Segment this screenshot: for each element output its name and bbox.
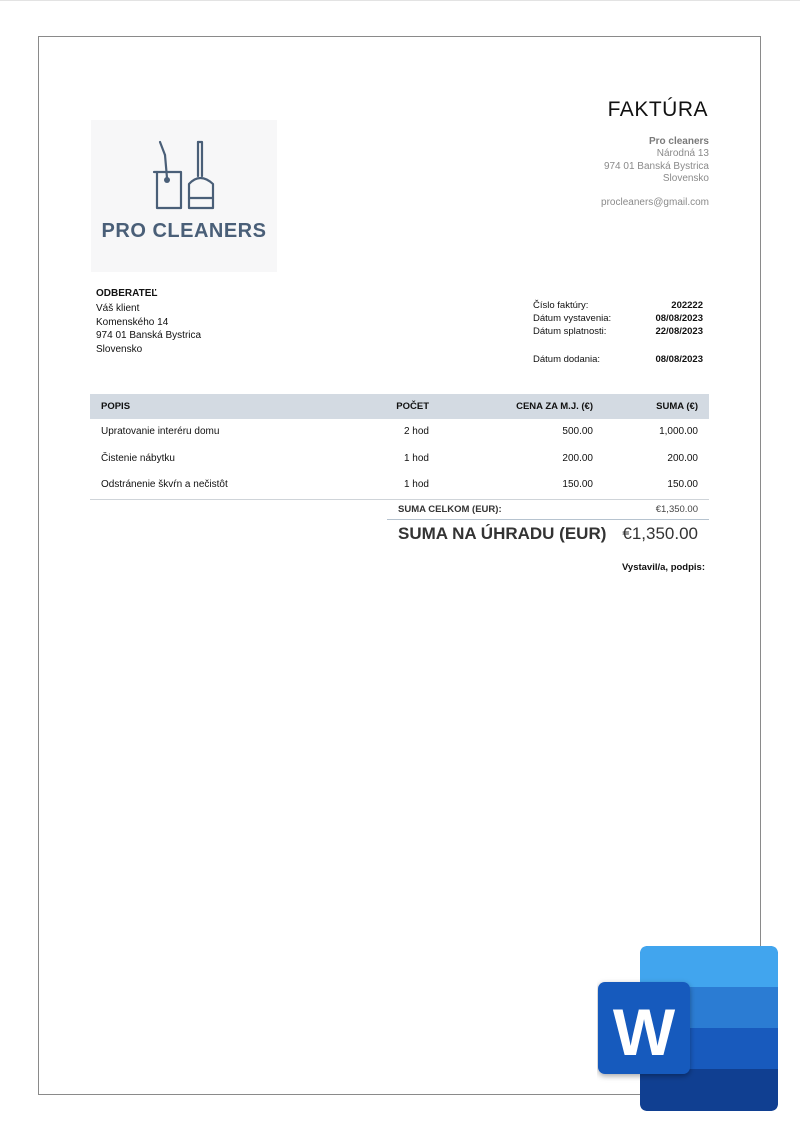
invoice-number-value: 202222 xyxy=(671,300,703,311)
due-date-value: 22/08/2023 xyxy=(655,326,703,338)
buyer-name: Váš klient xyxy=(96,303,140,315)
row-unit-price: 150.00 xyxy=(562,479,593,490)
buyer-street: Komenského 14 xyxy=(96,316,169,328)
amount-due-label: SUMA NA ÚHRADU (EUR) xyxy=(398,524,607,543)
row-quantity: 1 hod xyxy=(403,452,429,464)
invoice-number-row xyxy=(533,300,703,313)
header-quantity: POČET xyxy=(396,401,429,412)
invoice-number-label: Číslo faktúry: xyxy=(533,300,589,311)
table-header xyxy=(90,394,709,419)
row-unit-price: 200.00 xyxy=(562,452,593,464)
supplier-name: Pro cleaners xyxy=(648,136,709,147)
items-table xyxy=(90,394,709,500)
supplier-block xyxy=(601,136,709,209)
subtotal-value: €1,350.00 xyxy=(655,504,698,515)
subtotal-label: SUMA CELKOM (EUR): xyxy=(398,504,502,515)
header-sum: SUMA (€) xyxy=(656,401,698,412)
supplier-country: Slovensko xyxy=(662,173,709,185)
totals-block xyxy=(387,500,709,548)
buyer-heading: ODBERATEĽ xyxy=(96,288,158,299)
word-badge-letter: W xyxy=(612,995,676,1069)
row-description: Upratovanie interéru domu xyxy=(101,426,220,437)
row-sum: 200.00 xyxy=(667,452,698,464)
header-description: POPIS xyxy=(101,401,131,412)
issue-date-row xyxy=(533,313,703,326)
supplier-street: Národná 13 xyxy=(656,148,709,160)
top-divider xyxy=(0,0,800,1)
bucket-and-brush-icon xyxy=(151,138,217,216)
table-row xyxy=(90,446,709,473)
row-description: Čistenie nábytku xyxy=(101,452,175,464)
invoice-meta xyxy=(533,300,703,367)
due-date-row xyxy=(533,326,703,339)
microsoft-word-icon xyxy=(597,945,782,1115)
logo-wordmark: PRO CLEANERS xyxy=(101,220,267,242)
row-description: Odstránenie škvŕn a nečistôt xyxy=(101,479,228,490)
table-row xyxy=(90,419,709,446)
buyer-block xyxy=(96,287,201,356)
delivery-date-value: 08/08/2023 xyxy=(655,353,703,365)
amount-due-row xyxy=(387,520,709,548)
row-sum: 150.00 xyxy=(667,479,698,490)
delivery-date-row xyxy=(533,354,703,367)
amount-due-value: €1,350.00 xyxy=(622,524,698,543)
header-unit-price: CENA ZA M.J. (€) xyxy=(516,401,593,412)
issue-date-value: 08/08/2023 xyxy=(655,313,703,325)
table-row xyxy=(90,472,709,499)
row-unit-price: 500.00 xyxy=(562,426,593,437)
signature-label: Vystavil/a, podpis: xyxy=(621,562,705,573)
buyer-country: Slovensko xyxy=(96,343,143,355)
delivery-date-label: Dátum dodania: xyxy=(533,353,601,365)
subtotal-row xyxy=(387,500,709,520)
buyer-city: 974 01 Banská Bystrica xyxy=(96,330,202,342)
document-title: FAKTÚRA xyxy=(607,98,708,121)
row-quantity: 2 hod xyxy=(403,426,429,437)
issue-date-label: Dátum vystavenia: xyxy=(533,313,612,325)
supplier-email: procleaners@gmail.com xyxy=(601,196,709,208)
row-sum: 1,000.00 xyxy=(659,426,698,437)
supplier-city: 974 01 Banská Bystrica xyxy=(603,160,709,172)
company-logo xyxy=(91,120,277,272)
due-date-label: Dátum splatnosti: xyxy=(533,326,607,338)
row-quantity: 1 hod xyxy=(403,479,429,490)
